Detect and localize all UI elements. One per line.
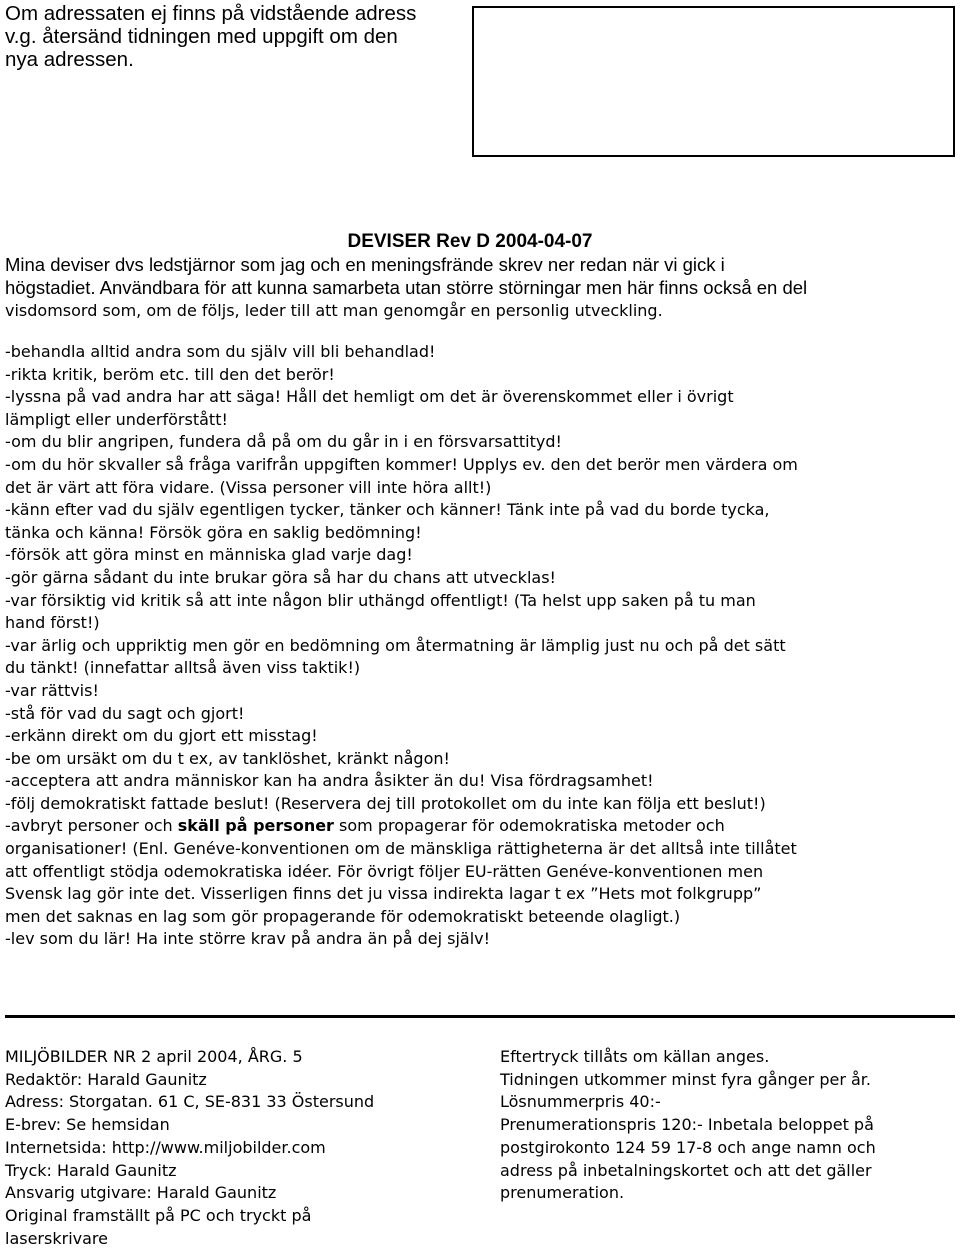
list-line: -stå för vad du sagt och gjort! xyxy=(5,703,245,723)
address-notice xyxy=(5,2,475,71)
colophon-line: Original framställt på PC och tryckt på xyxy=(5,1205,312,1225)
list-line: -lyssna på vad andra har att säga! Håll det hemligt om det är överenskommet eller i övrigt xyxy=(5,387,734,407)
colophon-line: MILJÖBILDER NR 2 april 2004, ÅRG. 5 xyxy=(5,1047,303,1066)
list-line: -om du blir angripen, fundera då på om du går in i en försvarsattityd! xyxy=(5,432,562,452)
list-line: organisationer! (Enl. Genéve-konventionen om de mänskliga rättigheterna är det alltså inte tillåtet xyxy=(5,839,797,859)
text-run: som propagerar för odemokratiska metoder och xyxy=(333,816,725,836)
address-label-box xyxy=(472,6,955,157)
intro-line: Mina deviser dvs ledstjärnor som jag och en meningsfrände skrev ner redan när vi gick i xyxy=(5,254,725,275)
colophon-line: Redaktör: Harald Gaunitz xyxy=(5,1069,207,1089)
devise-list xyxy=(5,341,955,951)
list-line: -behandla alltid andra som du själv vill bli behandlad! xyxy=(5,342,436,361)
list-line: -var försiktig vid kritik så att inte någon blir uthängd offentligt! (Ta helst upp saken på tu man xyxy=(5,590,756,610)
colophon-line: postgirokonto 124 59 17-8 och ange namn och xyxy=(500,1137,876,1157)
list-line: -be om ursäkt om du t ex, av tanklöshet, kränkt någon! xyxy=(5,748,450,768)
colophon-line: Ansvarig utgivare: Harald Gaunitz xyxy=(5,1183,277,1203)
list-line: -acceptera att andra människor kan ha andra åsikter än du! Visa fördragsamhet! xyxy=(5,771,654,791)
list-line: men det saknas en lag som gör propagerande för odemokratiskt beteende olagligt.) xyxy=(5,906,681,926)
list-line-bold-phrase xyxy=(5,815,955,838)
colophon-line: Eftertryck tillåts om källan anges. xyxy=(500,1047,770,1066)
intro-line: visdomsord som, om de följs, leder till att man genomgår en personlig utveckling. xyxy=(5,301,663,320)
colophon-line: Prenumerationspris 120:- Inbetala beloppet på xyxy=(500,1115,874,1135)
list-line: -var ärlig och uppriktig men gör en bedömning om återmatning är lämplig just nu och på det sätt xyxy=(5,635,786,655)
colophon-left xyxy=(5,1046,475,1250)
list-line: -om du hör skvaller så fråga varifrån uppgiften kommer! Upplys ev. den det berör men värdera om xyxy=(5,454,798,474)
colophon-line: Lösnummerpris 40:- xyxy=(500,1092,661,1112)
list-line: du tänkt! (innefattar alltså även viss taktik!) xyxy=(5,658,361,678)
text-run: -avbryt personer och xyxy=(5,816,178,836)
bold-text: skäll på personer xyxy=(177,816,334,836)
colophon-line: prenumeration. xyxy=(500,1183,625,1203)
list-line: det är värt att föra vidare. (Vissa personer vill inte höra allt!) xyxy=(5,477,492,497)
list-line: -erkänn direkt om du gjort ett misstag! xyxy=(5,726,318,746)
list-line: -var rättvis! xyxy=(5,680,99,700)
intro-line: högstadiet. Användbara för att kunna samarbeta utan större störningar men här finns också en del xyxy=(5,277,808,298)
list-line: lämpligt eller underförstått! xyxy=(5,409,228,429)
website-link[interactable]: Internetsida: http://www.miljobilder.com xyxy=(5,1137,326,1157)
colophon-line: Tryck: Harald Gaunitz xyxy=(5,1160,177,1180)
article-intro xyxy=(5,253,955,322)
list-line: -gör gärna sådant du inte brukar göra så har du chans att utvecklas! xyxy=(5,567,556,587)
list-line: Svensk lag gör inte det. Visserligen finns det ju vissa indirekta lagar t ex ”Hets mot folkgrupp” xyxy=(5,884,762,904)
list-line: -lev som du lär! Ha inte större krav på andra än på dej själv! xyxy=(5,929,491,949)
address-notice-line: nya adressen. xyxy=(5,48,134,71)
colophon-line: laserskrivare xyxy=(5,1228,108,1248)
article-title: DEVISER Rev D 2004-04-07 xyxy=(347,231,593,252)
list-line: -rikta kritik, beröm etc. till den det berör! xyxy=(5,364,335,384)
address-notice-line: v.g. återsänd tidningen med uppgift om den xyxy=(5,25,398,48)
list-line: -känn efter vad du själv egentligen tycker, tänker och känner! Tänk inte på vad du borde tycka, xyxy=(5,500,770,520)
list-line: hand först!) xyxy=(5,613,100,633)
list-line: att offentligt stödja odemokratiska idéer. För övrigt följer EU-rätten Genéve-konventionen men xyxy=(5,861,764,881)
colophon-line: E-brev: Se hemsidan xyxy=(5,1115,170,1135)
list-line: tänka och känna! Försök göra en saklig bedömning! xyxy=(5,522,422,542)
colophon-line: adress på inbetalningskortet och att det gäller xyxy=(500,1160,872,1180)
colophon-line: Tidningen utkommer minst fyra gånger per år. xyxy=(500,1069,871,1089)
address-notice-line: Om adressaten ej finns på vidstående adress xyxy=(5,2,417,25)
list-line: -försök att göra minst en människa glad varje dag! xyxy=(5,545,413,565)
colophon-line: Adress: Storgatan. 61 C, SE-831 33 Östersund xyxy=(5,1092,375,1112)
colophon-right xyxy=(500,1046,955,1205)
list-line: -följ demokratiskt fattade beslut! (Reservera dej till protokollet om du inte kan följa ett beslut!) xyxy=(5,793,766,813)
section-divider xyxy=(5,1015,955,1018)
